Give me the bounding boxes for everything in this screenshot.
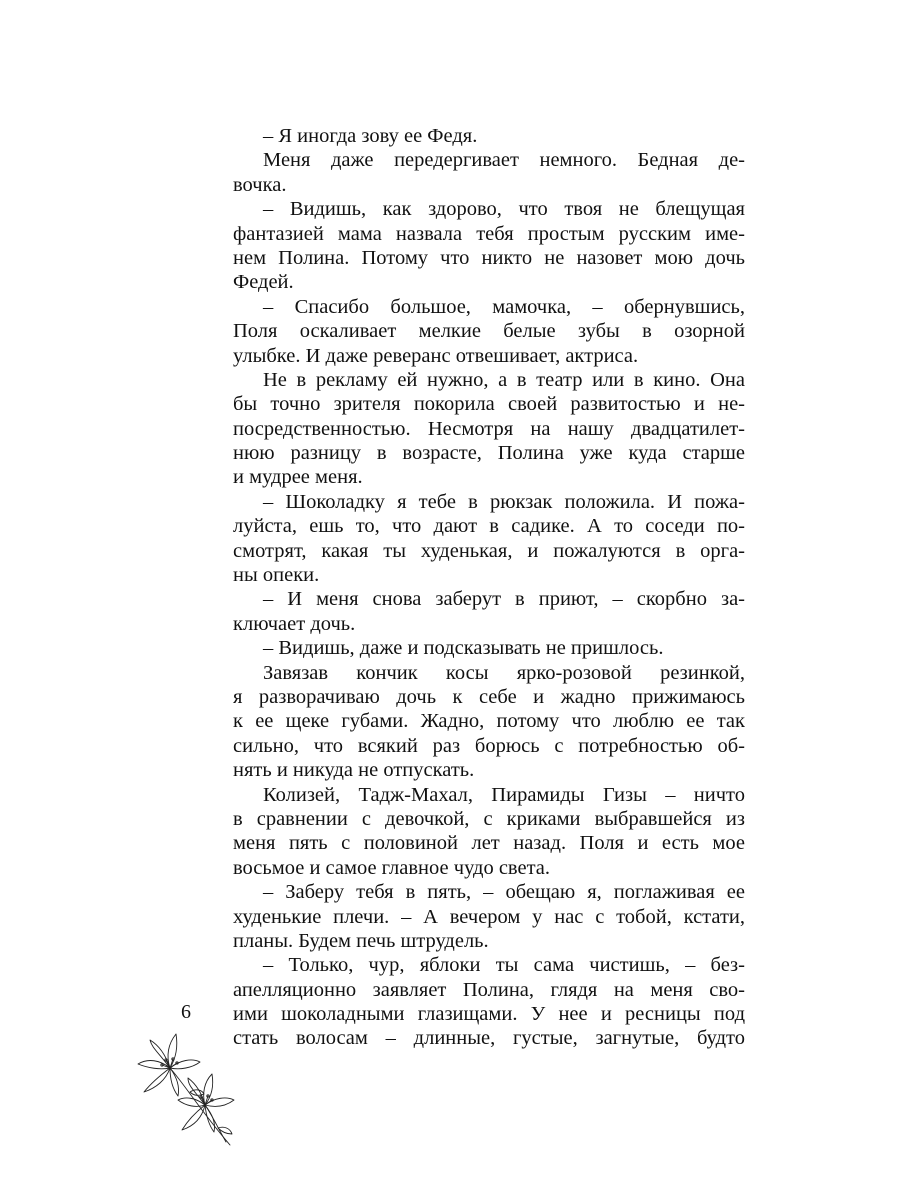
- text-line: – Видишь, как здорово, что твоя не блещущая: [263, 198, 745, 221]
- text-line: – Только, чур, яблоки ты сама чистишь, – без-: [263, 954, 745, 977]
- text-line: меня пять с половиной лет назад. Поля и есть мое: [233, 832, 745, 855]
- text-line: я разворачиваю дочь к себе и жадно прижимаюсь: [233, 685, 745, 708]
- text-line: ими шоколадными глазищами. У нее и ресницы под: [233, 1003, 745, 1026]
- text-line: в сравнении с девочкой, с криками выбравшейся из: [233, 807, 745, 830]
- text-line: луйста, ешь то, что дают в садике. А то соседи по-: [233, 515, 745, 538]
- body-text: [233, 124, 745, 1051]
- lily-flower-ornament-icon: [130, 1030, 240, 1150]
- text-line: худенькие плечи. – А вечером у нас с тобой, кстати,: [233, 905, 745, 928]
- text-line: – И меня снова заберут в приют, – скорбно за-: [263, 588, 745, 611]
- text-line: посредственностью. Несмотря на нашу двадцатилет-: [233, 417, 745, 440]
- text-line: бы точно зрителя покорила своей развитостью и не-: [233, 393, 745, 416]
- text-line: Завязав кончик косы ярко-розовой резинкой,: [263, 661, 745, 684]
- text-line: смотрят, какая ты худенькая, и пожалуются в орга-: [233, 539, 745, 562]
- text-line: – Видишь, даже и подсказывать не пришлось.: [263, 637, 664, 660]
- text-line: улыбке. И даже реверанс отвешивает, актриса.: [233, 344, 639, 367]
- text-line: нять и никуда не отпускать.: [233, 759, 475, 782]
- text-line: нем Полина. Потому что никто не назовет мою дочь: [233, 246, 745, 269]
- text-line: – Я иногда зову ее Федя.: [263, 125, 478, 147]
- text-line: планы. Будем печь штрудель.: [233, 929, 489, 952]
- text-line: нюю разницу в возрасте, Полина уже куда старше: [233, 442, 745, 465]
- text-line: Федей.: [233, 271, 294, 294]
- text-line: сильно, что всякий раз борюсь с потребностью об-: [233, 734, 745, 757]
- text-line: – Шоколадку я тебе в рюкзак положила. И пожа-: [263, 490, 745, 513]
- text-line: стать волосам – длинные, густые, загнутые, будто: [233, 1027, 745, 1050]
- text-line: Не в рекламу ей нужно, а в театр или в кино. Она: [263, 368, 745, 391]
- text-line: ключает дочь.: [233, 612, 356, 635]
- text-line: – Спасибо большое, мамочка, – обернувшись,: [263, 295, 745, 318]
- text-line: Поля оскаливает мелкие белые зубы в озорной: [233, 320, 745, 343]
- text-line: к ее щеке губами. Жадно, потому что люблю ее так: [233, 710, 745, 733]
- text-line: апелляционно заявляет Полина, глядя на меня сво-: [233, 978, 745, 1001]
- text-line: – Заберу тебя в пять, – обещаю я, поглаживая ее: [263, 881, 745, 904]
- page-number: 6: [181, 1001, 191, 1023]
- text-line: Колизей, Тадж-Махал, Пирамиды Гизы – ничто: [263, 783, 745, 806]
- text-line: ны опеки.: [233, 564, 320, 587]
- text-line: Меня даже передергивает немного. Бедная де-: [263, 149, 745, 172]
- text-line: фантазией мама назвала тебя простым русским име-: [233, 222, 745, 245]
- text-line: вочка.: [233, 173, 287, 196]
- text-line: восьмое и самое главное чудо света.: [233, 856, 551, 879]
- text-line: и мудрее меня.: [233, 466, 363, 489]
